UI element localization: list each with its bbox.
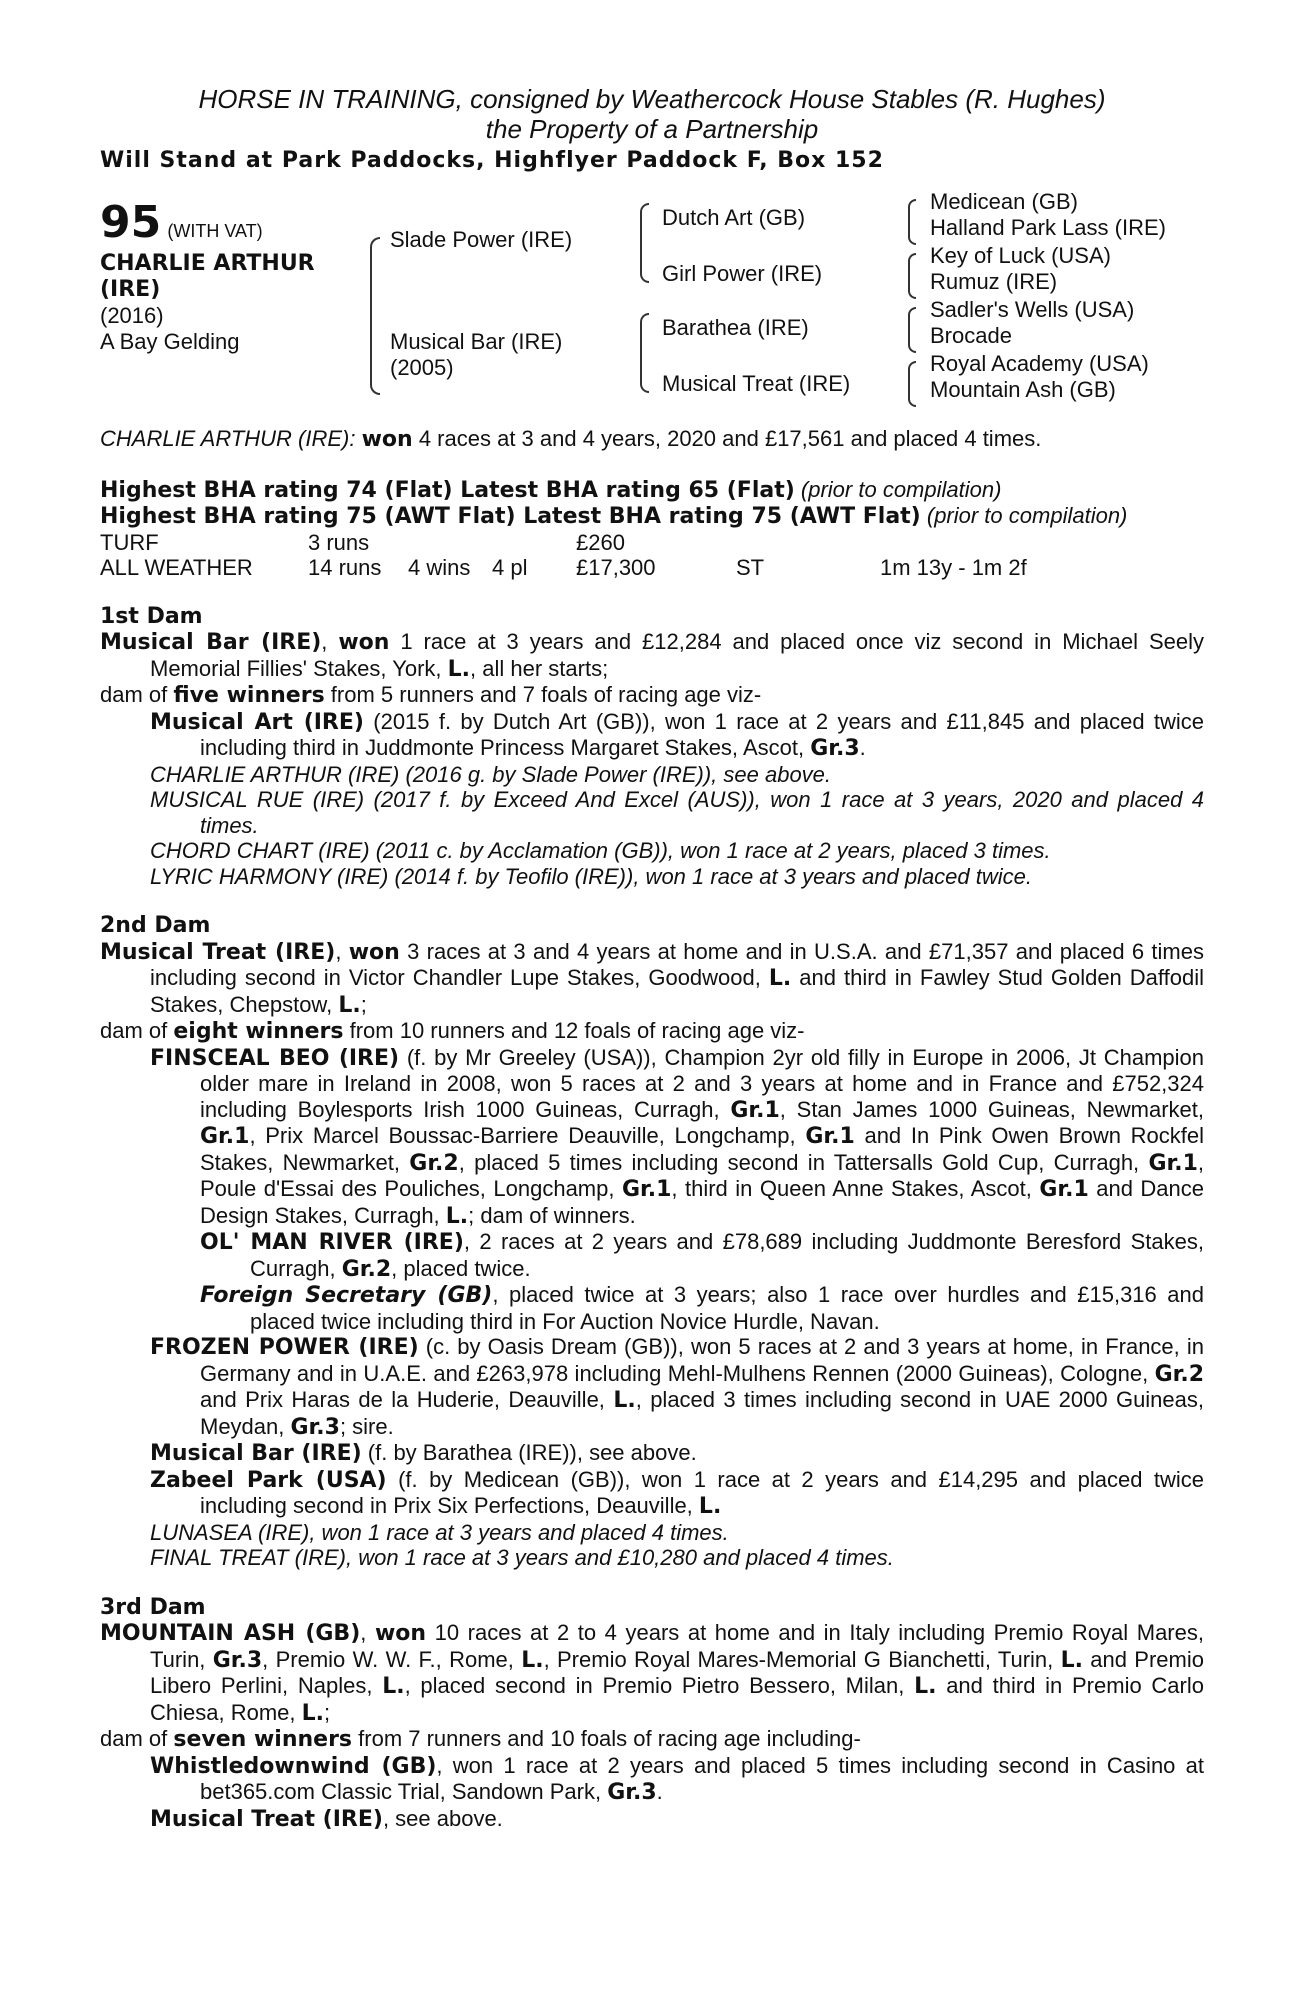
offspring-name: OL' MAN RIVER (IRE) xyxy=(200,1230,464,1255)
rating-awt xyxy=(100,503,1204,530)
rating-awt-note: (prior to compilation) xyxy=(920,503,1128,528)
group: Gr.1 xyxy=(730,1097,780,1123)
offspring xyxy=(100,1045,1204,1230)
group: Gr.3 xyxy=(212,1647,263,1673)
group: Gr.1 xyxy=(1039,1177,1089,1202)
aw-prize: £17,300 xyxy=(576,554,656,580)
sdd: Rumuz (IRE) xyxy=(930,269,1058,294)
text: (f. by Barathea (IRE)), see above. xyxy=(361,1440,697,1465)
rating-flat-note: (prior to compilation) xyxy=(794,476,1002,502)
text: dam of xyxy=(100,1726,174,1751)
race-summary: CHARLIE ARTHUR (IRE): won 4 races at 3 and 4 years, 2020 and £17,561 and placed 4 times. xyxy=(100,426,1042,452)
grand-offspring xyxy=(100,1282,1204,1334)
third-dam-section xyxy=(100,1595,1204,1833)
group: Gr.1 xyxy=(200,1124,250,1149)
offspring xyxy=(100,762,1204,788)
offspring xyxy=(100,787,1204,838)
horse-name: CHARLIE ARTHUR xyxy=(100,251,315,276)
text: , placed 3 times including second in UAE 2000 Guineas, Meydan, xyxy=(200,1387,1205,1439)
winners-count: eight winners xyxy=(173,1019,344,1044)
text: from 5 runners and 7 foals of racing age viz- xyxy=(324,682,762,707)
group: Gr.2 xyxy=(409,1150,459,1176)
text: from 10 runners and 12 foals of racing age viz- xyxy=(343,1018,805,1043)
text: , Prix Marcel Boussac-Barriere Deauville, Longchamp, xyxy=(249,1123,806,1148)
dam-line-brace xyxy=(640,313,649,393)
text: and Dance Design Stakes, Curragh, xyxy=(200,1176,1205,1228)
text: ; sire. xyxy=(339,1413,394,1439)
summary-won: won xyxy=(361,427,413,452)
gen3-brace-4 xyxy=(908,361,916,407)
offspring xyxy=(100,838,1204,864)
text: , Poule d'Essai des Pouliches, Longchamp, xyxy=(200,1149,1204,1201)
group: Gr.3 xyxy=(607,1780,657,1805)
won-word: won xyxy=(374,1621,427,1646)
consignor-line: HORSE IN TRAINING, consigned by Weathercock House Stables (R. Hughes) xyxy=(198,84,1106,114)
ssd: Halland Park Lass (IRE) xyxy=(930,215,1166,240)
third-dam-record: MOUNTAIN ASH (GB), won 10 races at 2 to 4 years at home and in Italy including Premio Royal Mares, Turin, Gr.3, Premio W. W. F., Rome, L., Premio Royal Mares-Memorial G Bianchetti, Turin, L. and Premio Libero Perlini, Naples, L., placed second in Premio Pietro Bessero, Milan, L. and third in Premio Carlo Chiesa, Rome, L.; xyxy=(100,1620,1204,1726)
aw-wins: 4 wins xyxy=(408,554,471,580)
listed: L. xyxy=(445,1203,469,1229)
rating-awt-text: Highest BHA rating 75 (AWT Flat) Latest BHA rating 75 (AWT Flat) xyxy=(100,504,921,529)
property-line: the Property of a Partnership xyxy=(485,114,819,144)
text: , won 1 race at 2 years and placed 5 times including second in Casino at bet365.com Classic Trial, Sandown Park, xyxy=(200,1752,1205,1804)
third-dam-heading: 3rd Dam xyxy=(100,1594,206,1620)
text: (f. by Medicean (GB)), won 1 race at 2 years and £14,295 and placed twice including second in Prix Six Perfections, Deauville, xyxy=(200,1466,1204,1518)
text: and Premio Libero Perlini, Naples, xyxy=(150,1646,1204,1698)
text: , placed twice at 3 years; also 1 race over hurdles and £15,316 and placed twice including third in For Auction Novice Hurdle, Navan. xyxy=(250,1282,1205,1334)
text: , placed second in Premio Pietro Bessero, Milan, xyxy=(404,1673,915,1698)
text: CHARLIE ARTHUR (IRE) (2016 g. by Slade Power (IRE)), see above. xyxy=(150,761,832,787)
sire-dam: Girl Power (IRE) xyxy=(662,261,823,286)
winners-count: seven winners xyxy=(173,1727,353,1752)
text: 1 race at 3 years and £12,284 and placed once viz second in Michael Seely Memorial Fillies' Stakes, York, xyxy=(150,629,1204,681)
offspring xyxy=(100,1806,1204,1833)
offspring-name: Zabeel Park (USA) xyxy=(150,1467,387,1493)
dam-dam: Musical Treat (IRE) xyxy=(662,371,851,396)
text: ; xyxy=(324,1699,331,1725)
aw-runs: 14 runs xyxy=(308,554,382,580)
second-dam-produce xyxy=(100,1018,1204,1045)
summary-horse: CHARLIE ARTHUR (IRE) xyxy=(100,426,350,451)
offspring xyxy=(100,1440,1204,1467)
second-dam-heading: 2nd Dam xyxy=(100,913,211,938)
dam: Musical Bar (IRE) xyxy=(390,329,563,354)
text: . xyxy=(859,735,866,760)
gen3-brace-1 xyxy=(908,199,916,245)
second-dam-name: Musical Treat (IRE) xyxy=(100,939,336,965)
text: , placed twice. xyxy=(391,1255,531,1281)
text: dam of xyxy=(100,682,174,707)
sire-brace xyxy=(370,237,380,339)
text: , all her starts; xyxy=(470,655,609,681)
aw-distance: 1m 13y - 1m 2f xyxy=(880,554,1027,580)
offspring xyxy=(100,1520,1204,1546)
listed: L. xyxy=(382,1674,405,1699)
offspring xyxy=(100,1545,1204,1571)
text: 10 races at 2 to 4 years at home and in Italy including Premio Royal Mares, Turin, xyxy=(150,1620,1204,1672)
ratings xyxy=(100,477,1204,530)
first-dam-heading: 1st Dam xyxy=(100,603,203,629)
racing-record xyxy=(100,530,1204,580)
second-dam-section xyxy=(100,913,1204,1571)
listed: L. xyxy=(914,1674,937,1699)
grand-offspring xyxy=(100,1229,1204,1282)
text: and Prix Haras de la Huderie, Deauville, xyxy=(200,1387,614,1412)
sire: Slade Power (IRE) xyxy=(390,227,573,252)
dam-year: (2005) xyxy=(390,355,454,380)
text: LUNASEA (IRE), won 1 race at 3 years and placed 4 times. xyxy=(150,1519,729,1545)
listed: L. xyxy=(768,966,792,991)
listed: L. xyxy=(521,1647,544,1673)
sss: Medicean (GB) xyxy=(930,189,1078,214)
sire-sire: Dutch Art (GB) xyxy=(662,205,806,230)
text: ; dam of winners. xyxy=(468,1202,636,1228)
gen3-brace-2 xyxy=(908,253,916,299)
text: . xyxy=(656,1779,663,1804)
offspring xyxy=(100,709,1204,762)
vat-note: (WITH VAT) xyxy=(167,221,263,241)
offspring-name: Musical Treat (IRE) xyxy=(150,1806,383,1832)
offspring xyxy=(100,864,1204,890)
listed: L. xyxy=(447,656,471,682)
text: from 7 runners and 10 foals of racing age including- xyxy=(352,1726,861,1751)
offspring-name: Musical Art (IRE) xyxy=(150,709,364,735)
turf-prize: £260 xyxy=(576,529,625,555)
turf-label: TURF xyxy=(100,529,159,555)
text: CHORD CHART (IRE) (2011 c. by Acclamation (GB)), won 1 race at 2 years, placed 3 times. xyxy=(150,838,1051,863)
pedigree-block xyxy=(100,189,1204,420)
summary-rest: 4 races at 3 and 4 years, 2020 and £17,561 and placed 4 times. xyxy=(412,426,1042,451)
offspring xyxy=(100,1753,1204,1806)
group: Gr.1 xyxy=(805,1124,855,1149)
offspring-name: Foreign Secretary (GB) xyxy=(200,1283,493,1308)
text: , 2 races at 2 years and £78,689 including Juddmonte Beresford Stakes, Curragh, xyxy=(250,1229,1204,1281)
group: Gr.3 xyxy=(290,1414,340,1440)
dds: Royal Academy (USA) xyxy=(930,351,1149,376)
text: (2015 f. by Dutch Art (GB)), won 1 race at 2 years and £11,845 and placed twice including third in Juddmonte Princess Margaret Stakes, Ascot, xyxy=(200,708,1204,760)
rating-flat xyxy=(100,477,1204,504)
horse-name-suffix: (IRE) xyxy=(100,277,161,302)
text: and third in Fawley Stud Golden Daffodil Stakes, Chepstow, xyxy=(150,965,1204,1017)
gen3-brace-3 xyxy=(908,307,916,353)
second-dam-record: Musical Treat (IRE), won 3 races at 3 and 4 years at home and in U.S.A. and £71,357 and placed 6 times including second in Victor Chandler Lupe Stakes, Goodwood, L. and third in Fawley Stud Golden Daffodil Stakes, Chepstow, L.; xyxy=(100,938,1204,1018)
ddd: Mountain Ash (GB) xyxy=(930,377,1116,402)
first-dam-record: Musical Bar (IRE), won 1 race at 3 years and £12,284 and placed once viz second in Michael Seely Memorial Fillies' Stakes, York, L., all her starts; xyxy=(100,629,1204,682)
first-dam-section xyxy=(100,604,1204,890)
aw-surface: ST xyxy=(736,554,765,580)
group: Gr.2 xyxy=(341,1256,392,1282)
dss: Sadler's Wells (USA) xyxy=(930,297,1135,322)
text: and In Pink Owen Brown Rockfel Stakes, Newmarket, xyxy=(200,1123,1205,1175)
turf-runs: 3 runs xyxy=(308,529,370,555)
text: ; xyxy=(360,991,367,1017)
text: MUSICAL RUE (IRE) (2017 f. by Exceed And Excel (AUS)), won 1 race at 3 years, 2020 and placed 4 times. xyxy=(150,787,1204,838)
offspring-name: FINSCEAL BEO (IRE) xyxy=(150,1045,400,1071)
text: , Stan James 1000 Guineas, Newmarket, xyxy=(779,1096,1204,1122)
group: Gr.1 xyxy=(621,1177,672,1202)
listed: L. xyxy=(698,1494,722,1519)
text: LYRIC HARMONY (IRE) (2014 f. by Teofilo (IRE)), won 1 race at 3 years and placed twice. xyxy=(150,863,1032,889)
text: FINAL TREAT (IRE), won 1 race at 3 years and £10,280 and placed 4 times. xyxy=(150,1545,894,1570)
horse-description: A Bay Gelding xyxy=(100,329,240,354)
winners-count: five winners xyxy=(173,683,325,708)
stand-location: Will Stand at Park Paddocks, Highflyer Paddock F, Box 152 xyxy=(100,148,884,173)
aw-placed: 4 pl xyxy=(492,554,528,580)
sire-line-brace xyxy=(640,203,649,283)
listed: L. xyxy=(1060,1647,1083,1673)
text: , Premio W. W. F., Rome, xyxy=(262,1646,522,1672)
offspring-name: Whistledownwind (GB) xyxy=(150,1753,437,1779)
catalogue-page xyxy=(100,84,1204,1832)
text: , Premio Royal Mares-Memorial G Bianchetti, Turin, xyxy=(543,1646,1061,1672)
won-word: won xyxy=(338,630,390,655)
listed: L. xyxy=(301,1700,325,1726)
group: Gr.2 xyxy=(1154,1361,1204,1387)
aw-label: ALL WEATHER xyxy=(100,554,253,580)
lot-number: 95 xyxy=(100,197,162,248)
offspring-name: FROZEN POWER (IRE) xyxy=(150,1335,419,1360)
sds: Key of Luck (USA) xyxy=(930,243,1111,268)
dam-brace xyxy=(370,337,380,395)
text: and third in Premio Carlo Chiesa, Rome, xyxy=(150,1673,1204,1725)
text: , placed 5 times including second in Tattersalls Gold Cup, Curragh, xyxy=(458,1149,1149,1175)
first-dam-produce xyxy=(100,682,1204,709)
dsd: Brocade xyxy=(930,323,1012,348)
first-dam-name: Musical Bar (IRE) xyxy=(100,630,322,655)
text: 3 races at 3 and 4 years at home and in U.S.A. and £71,357 and placed 6 times including second in Victor Chandler Lupe Stakes, Goodwood, xyxy=(150,938,1204,990)
offspring-name: Musical Bar (IRE) xyxy=(150,1441,362,1466)
text: , third in Queen Anne Stakes, Ascot, xyxy=(671,1176,1040,1201)
text: dam of xyxy=(100,1018,174,1043)
third-dam-name: MOUNTAIN ASH (GB) xyxy=(100,1621,361,1646)
group: Gr.1 xyxy=(1148,1150,1198,1176)
offspring xyxy=(100,1334,1204,1440)
dam-sire: Barathea (IRE) xyxy=(662,315,809,340)
lot-number-line xyxy=(100,197,263,248)
listed: L. xyxy=(613,1388,636,1413)
rating-flat-text: Highest BHA rating 74 (Flat) Latest BHA rating 65 (Flat) xyxy=(100,477,795,503)
offspring xyxy=(100,1467,1204,1520)
third-dam-produce xyxy=(100,1726,1204,1753)
text: , see above. xyxy=(382,1805,503,1831)
text: (f. by Mr Greeley (USA)), Champion 2yr old filly in Europe in 2006, Jt Champion older mare in Ireland in 2008, won 5 races at 2 and 3 years at home and in France and £752,324 including Boylesports Irish 1000 Guineas, Curragh, xyxy=(200,1044,1204,1122)
foaling-year: (2016) xyxy=(100,303,164,328)
group: Gr.3 xyxy=(810,736,860,761)
text: (c. by Oasis Dream (GB)), won 5 races at 2 and 3 years at home, in France, in Germany and in U.A.E. and £263,978 including Mehl-Mulhens Rennen (2000 Guineas), Cologne, xyxy=(200,1334,1204,1386)
won-word: won xyxy=(348,939,400,965)
listed: L. xyxy=(338,992,361,1018)
